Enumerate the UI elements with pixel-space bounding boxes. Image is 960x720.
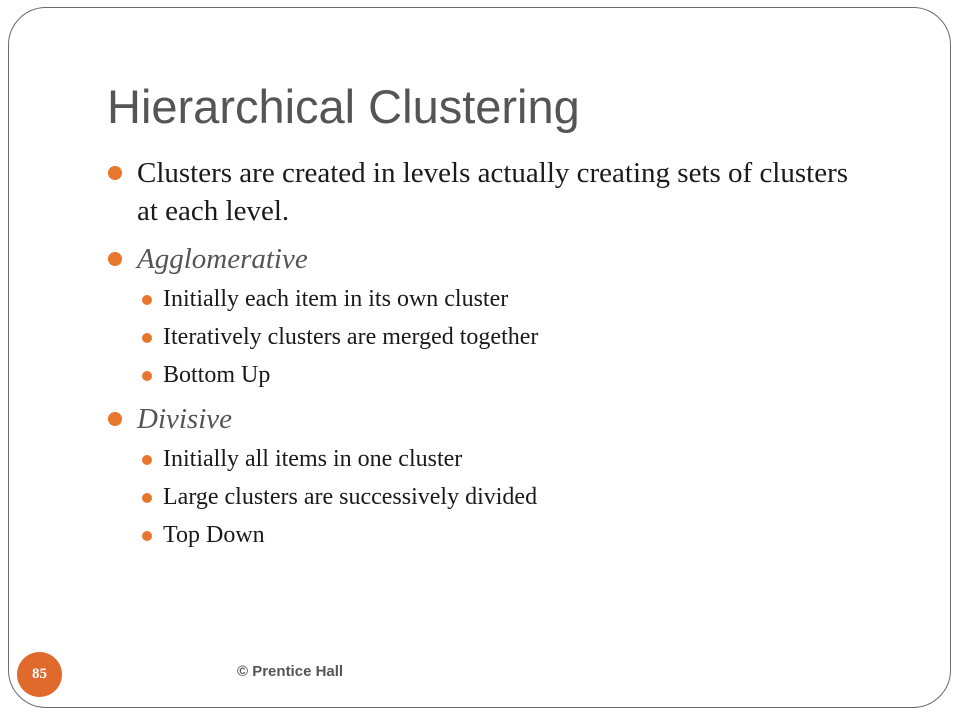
sub-bullet-icon [142,493,152,503]
sub-bullet-text: Bottom Up [163,362,271,388]
sub-bullet-text: Initially each item in its own cluster [163,286,509,312]
slide-title: Hierarchical Clustering [107,80,580,133]
sub-bullet-icon [142,531,152,541]
sub-bullet-text: Iteratively clusters are merged together [163,324,539,350]
sub-bullet-item [108,322,868,352]
sub-bullet-item [108,482,868,512]
sub-bullet-text: Initially all items in one cluster [163,446,463,472]
sub-bullet-text: Large clusters are successively divided [163,484,538,510]
bullet-item-divisive [108,400,868,438]
sub-bullet-icon [142,333,152,343]
sub-bullet-item [108,444,868,474]
sub-bullet-icon [142,371,152,381]
copyright-footer: © Prentice Hall [237,663,344,680]
sub-bullet-item [108,284,868,314]
bullet-text: Divisive [137,403,233,435]
sub-bullet-item [108,360,868,390]
sub-bullet-item [108,520,868,550]
page-number-badge: 85 [17,652,62,697]
bullet-icon [108,412,122,426]
bullet-item-agglomerative [108,240,868,278]
sub-bullet-icon [142,455,152,465]
bullet-list [108,154,868,550]
bullet-icon [108,166,122,180]
bullet-text: Agglomerative [137,243,308,275]
bullet-text: Clusters are created in levels actually creating sets of clusters at each level. [137,157,849,227]
bullet-icon [108,252,122,266]
bullet-item [108,154,868,230]
sub-bullet-icon [142,295,152,305]
sub-bullet-text: Top Down [163,522,265,548]
